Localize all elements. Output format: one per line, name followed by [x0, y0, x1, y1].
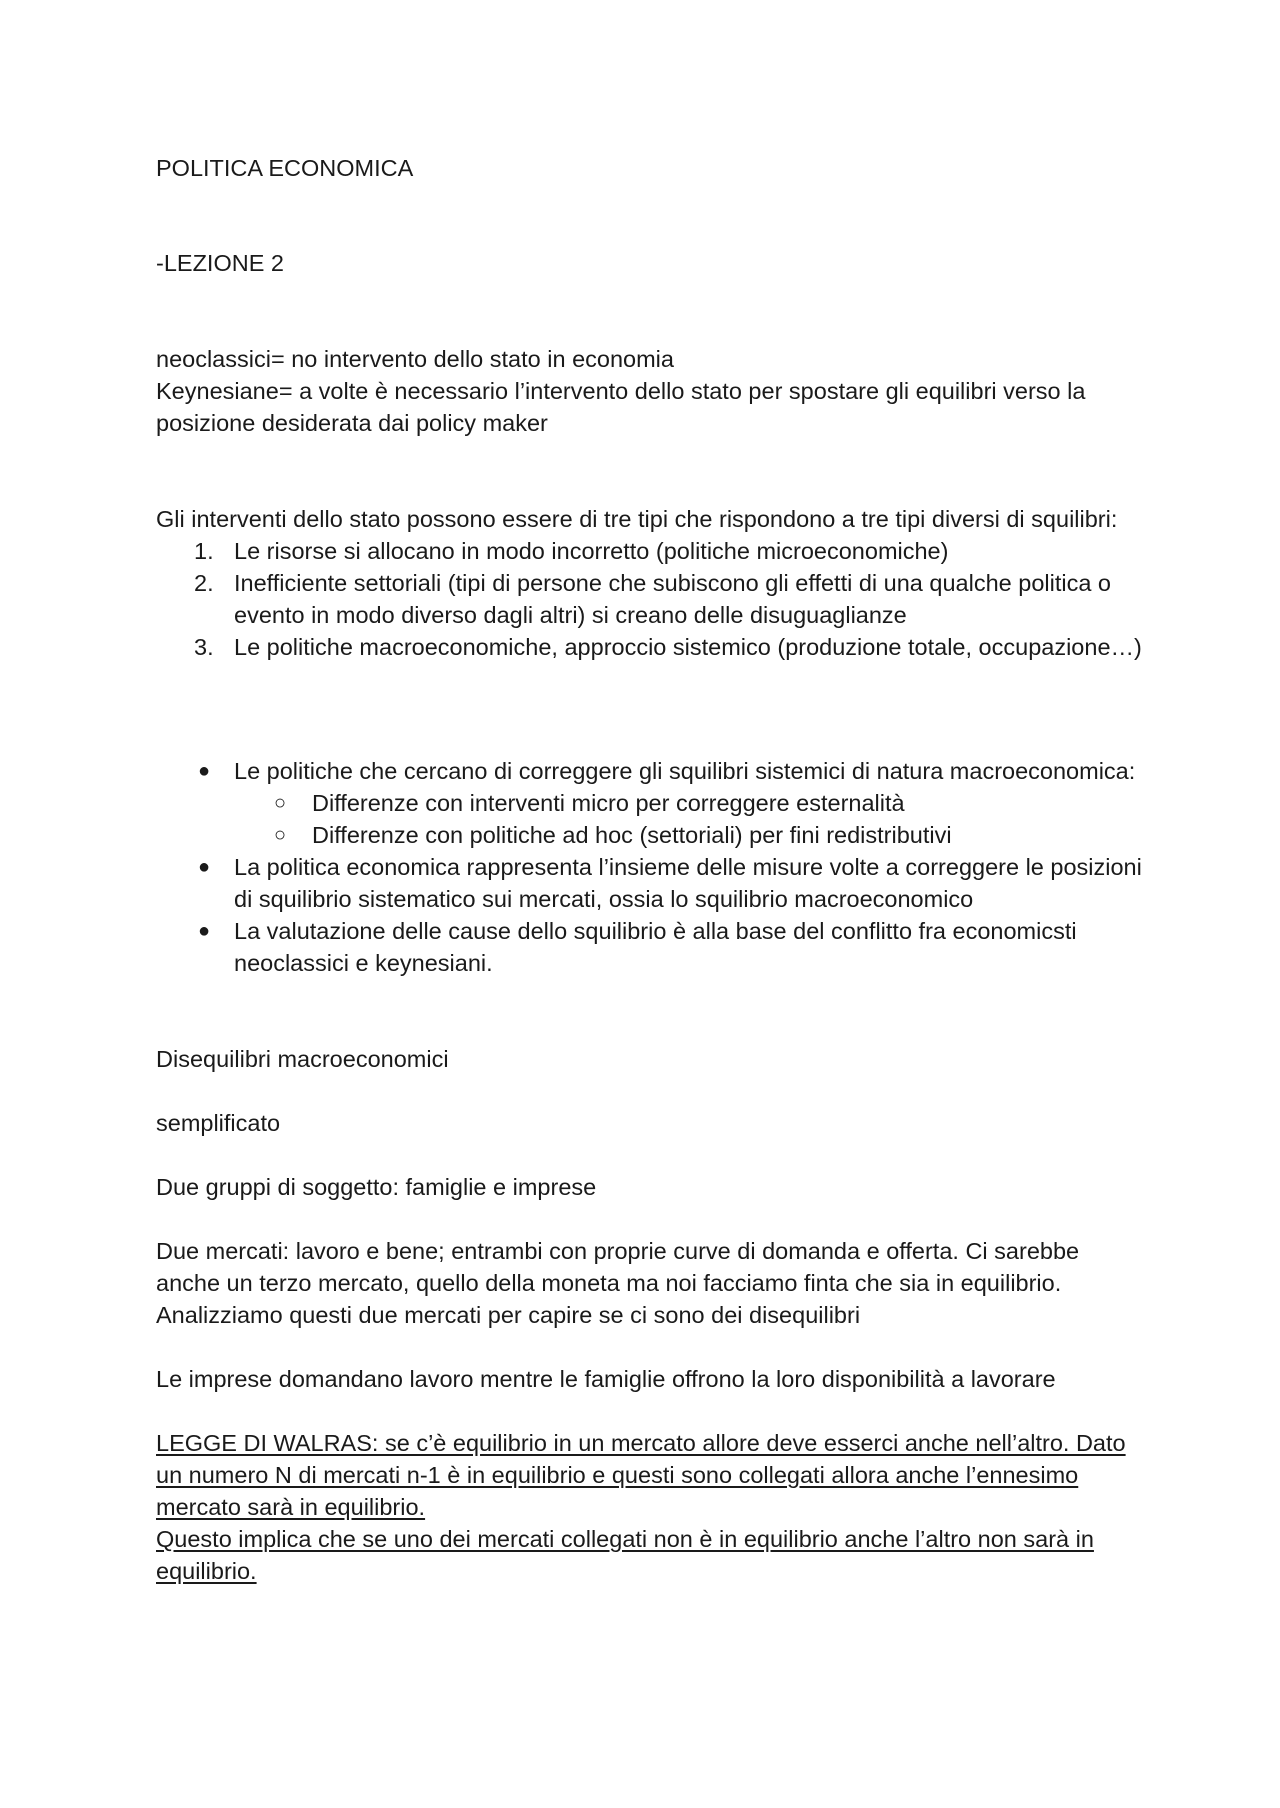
list-item	[156, 755, 1146, 851]
bullet-icon: ●	[198, 760, 211, 782]
list-item	[156, 851, 1146, 915]
list-item-text: Le politiche che cercano di correggere gli squilibri sistemici di natura macroeconomica:	[234, 758, 1136, 784]
section-heading: Disequilibri macroeconomici	[156, 1046, 449, 1072]
sub-bullet-icon: ○	[274, 824, 287, 846]
bullet-icon: ●	[198, 920, 211, 942]
document-body	[156, 152, 1146, 1587]
walras-law: LEGGE DI WALRAS: se c’è equilibrio in un mercato allore deve esserci anche nell’altro. Dato un numero N di mercati n-1 è in equilibrio e questi sono collegati allora anche l’ennesimo mercato sarà in equilibrio.	[156, 1430, 1126, 1520]
sub-bullet-icon: ○	[274, 792, 287, 814]
interventi-intro: Gli interventi dello stato possono essere di tre tipi che rispondono a tre tipi diversi di squilibri:	[156, 506, 1118, 532]
document-title: POLITICA ECONOMICA	[156, 155, 414, 181]
list-number: 2.	[194, 570, 214, 596]
list-item-text: Inefficiente settoriali (tipi di persone che subiscono gli effetti di una qualche politica o evento in modo diverso dagli altri) si creano delle disuguaglianze	[234, 570, 1112, 628]
list-item-text: Le risorse si allocano in modo incorretto (politiche microeconomiche)	[234, 538, 949, 564]
definition-keynesiane: Keynesiane= a volte è necessario l’intervento dello stato per spostare gli equilibri verso la posizione desiderata dai policy maker	[156, 378, 1086, 436]
list-item	[156, 915, 1146, 979]
list-item-text: Le politiche macroeconomiche, approccio sistemico (produzione totale, occupazione…)	[234, 634, 1142, 660]
list-item	[156, 631, 1146, 663]
interventi-list	[156, 535, 1146, 663]
list-item-text: La valutazione delle cause dello squilibrio è alla base del conflitto fra economicsti neoclassici e keynesiani.	[234, 918, 1077, 976]
sub-list-item	[156, 819, 1146, 851]
bullet-list	[156, 755, 1146, 979]
bullet-icon: ●	[198, 856, 211, 878]
section-soggetti: Due gruppi di soggetto: famiglie e imprese	[156, 1174, 597, 1200]
definition-neoclassici: neoclassici= no intervento dello stato in economia	[156, 346, 674, 372]
walras-implication: Questo implica che se uno dei mercati collegati non è in equilibrio anche l’altro non sarà in equilibrio.	[156, 1526, 1094, 1584]
sub-list-item	[156, 787, 1146, 819]
section-mercati: Due mercati: lavoro e bene; entrambi con proprie curve di domanda e offerta. Ci sarebbe anche un terzo mercato, quello della moneta ma noi facciamo finta che sia in equilibrio. Analizziamo questi due mercati per capire se ci sono dei disequilibri	[156, 1238, 1080, 1328]
list-item-text: La politica economica rappresenta l’insieme delle misure volte a correggere le posizioni di squilibrio sistematico sui mercati, ossia lo squilibrio macroeconomico	[234, 854, 1142, 912]
section-semplificato: semplificato	[156, 1110, 281, 1136]
sub-list-item-text: Differenze con interventi micro per correggere esternalità	[312, 790, 905, 816]
sub-list	[234, 787, 1146, 851]
list-number: 3.	[194, 634, 214, 660]
list-item	[156, 535, 1146, 567]
lesson-heading: -LEZIONE 2	[156, 250, 284, 276]
list-item	[156, 567, 1146, 631]
list-number: 1.	[194, 538, 214, 564]
section-imprese: Le imprese domandano lavoro mentre le famiglie offrono la loro disponibilità a lavorare	[156, 1366, 1056, 1392]
sub-list-item-text: Differenze con politiche ad hoc (settoriali) per fini redistributivi	[312, 822, 952, 848]
